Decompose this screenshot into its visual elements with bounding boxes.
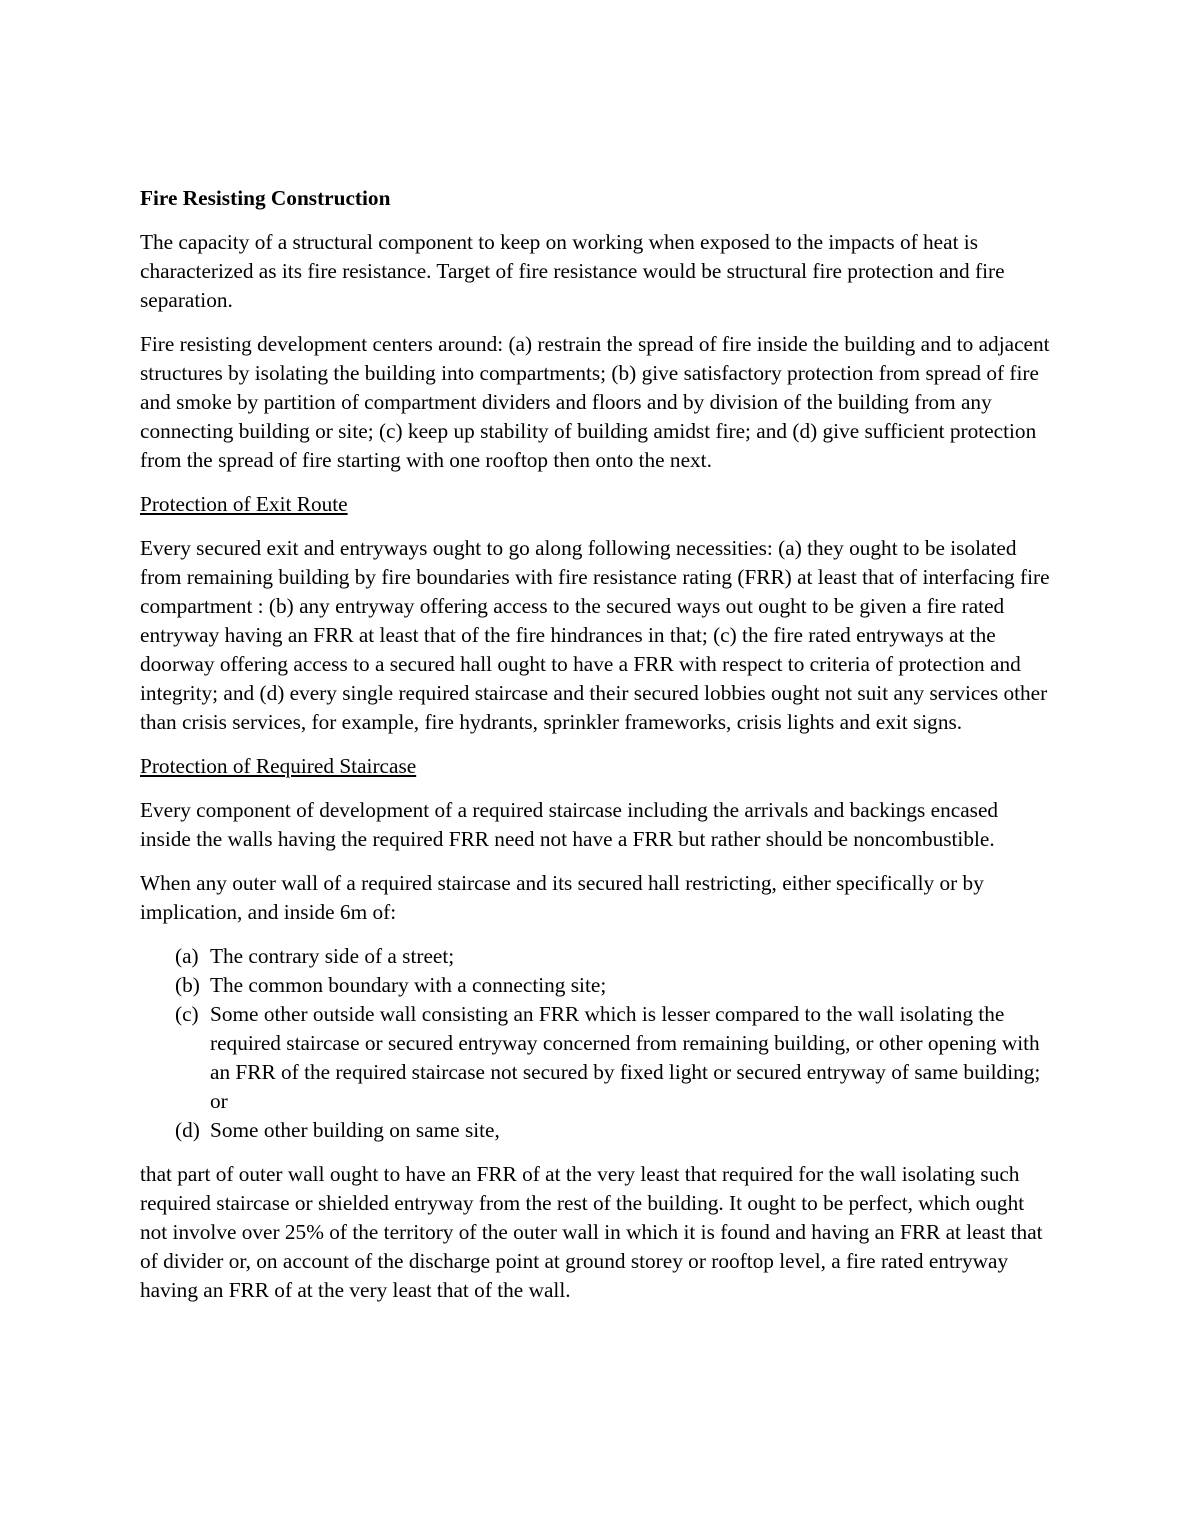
list-marker: (b) bbox=[175, 973, 200, 997]
closing-paragraph: that part of outer wall ought to have an FRR of at the very least that required for the wall isolating such required staircase or shielded entryway from the rest of the building. It ought to be perfect, which ought not involve over 25% of the territory of the outer wall in which it is found and having an FRR at least that of divider or, on account of the discharge point at ground storey or rooftop level, a fire rated entryway having an FRR of at the very least that of the wall. bbox=[140, 1162, 1043, 1302]
list-item bbox=[140, 1116, 1050, 1145]
staircase-paragraph-2: When any outer wall of a required staircase and its secured hall restricting, either specifically or by implication, and inside 6m of: bbox=[140, 871, 984, 924]
document-title: Fire Resisting Construction bbox=[140, 186, 391, 210]
staircase-heading: Protection of Required Staircase bbox=[140, 754, 417, 778]
staircase-paragraph-1: Every component of development of a required staircase including the arrivals and backings encased inside the walls having the required FRR need not have a FRR but rather should be noncombustible. bbox=[140, 798, 999, 851]
list-item bbox=[140, 1000, 1050, 1116]
list-text: The contrary side of a street; bbox=[210, 944, 455, 968]
intro-paragraph: The capacity of a structural component to keep on working when exposed to the impacts of heat is characterized as its fire resistance. Target of fire resistance would be structural fire protection and fire separation. bbox=[140, 230, 1005, 312]
list-marker: (c) bbox=[175, 1002, 199, 1026]
list-marker: (a) bbox=[175, 944, 199, 968]
list-text: The common boundary with a connecting site; bbox=[210, 973, 607, 997]
document-page bbox=[140, 184, 1050, 1320]
exit-route-paragraph: Every secured exit and entryways ought to go along following necessities: (a) they ought to be isolated from remaining building by fire boundaries with fire resistance rating (FRR) at least that of interfacing fire compartment : (b) any entryway offering access to the secured ways out ought to be given a fire rated entryway having an FRR at least that of the fire hindrances in that; (c) the fire rated entryways at the doorway offering access to a secured hall ought to have a FRR with respect to criteria of protection and integrity; and (d) every single required staircase and their secured lobbies ought not suit any services other than crisis services, for example, fire hydrants, sprinkler frameworks, crisis lights and exit signs. bbox=[140, 536, 1050, 734]
exit-route-heading: Protection of Exit Route bbox=[140, 492, 348, 516]
list-item bbox=[140, 971, 1050, 1000]
list-text: Some other building on same site, bbox=[210, 1118, 500, 1142]
list-text: Some other outside wall consisting an FRR which is lesser compared to the wall isolating the required staircase or secured entryway concerned from remaining building, or other opening with an FRR of the required staircase not secured by fixed light or secured entryway of same building; or bbox=[210, 1002, 1041, 1113]
list-item bbox=[140, 942, 1050, 971]
staircase-conditions-list bbox=[140, 942, 1050, 1145]
development-paragraph: Fire resisting development centers around: (a) restrain the spread of fire inside the building and to adjacent structures by isolating the building into compartments; (b) give satisfactory protection from spread of fire and smoke by partition of compartment dividers and floors and by division of the building from any connecting building or site; (c) keep up stability of building amidst fire; and (d) give sufficient protection from the spread of fire starting with one rooftop then onto the next. bbox=[140, 332, 1050, 472]
list-marker: (d) bbox=[175, 1118, 200, 1142]
